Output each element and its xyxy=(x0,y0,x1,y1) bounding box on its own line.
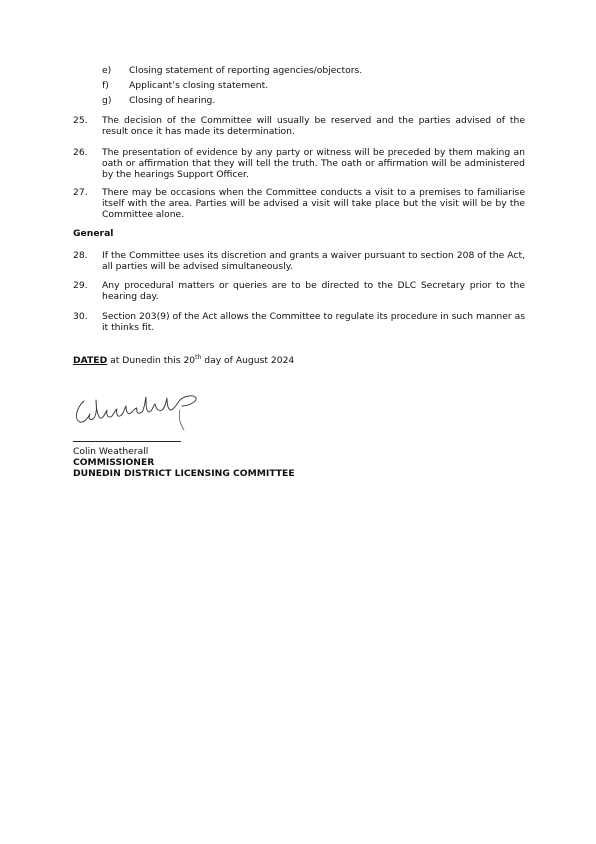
paragraph-text: If the Committee uses its discretion and grants a waiver pursuant to section 208 of the Act, all parties will be advised simultaneously. xyxy=(102,250,525,273)
signatory-organisation: DUNEDIN DISTRICT LICENSING COMMITTEE xyxy=(73,468,295,480)
paragraph-text: Section 203(9) of the Act allows the Committee to regulate its procedure in such manner as it thinks fit. xyxy=(102,311,525,334)
paragraph-number: 29. xyxy=(73,280,88,291)
signatory-name: Colin Weatherall xyxy=(73,446,149,457)
signature-line xyxy=(73,441,181,442)
paragraph-text: Any procedural matters or queries are to be directed to the DLC Secretary prior to the hearing day. xyxy=(102,280,525,303)
paragraph-text: There may be occasions when the Committee conducts a visit to a premises to familiarise itself with the area. Parties will be advised a visit will take place but the visit will be by the Committee alone. xyxy=(102,187,525,221)
handwritten-signature xyxy=(70,388,230,436)
signatory-title: COMMISSIONER xyxy=(73,457,155,469)
paragraph-number: 25. xyxy=(73,115,88,126)
paragraph-text: The decision of the Committee will usually be reserved and the parties advised of the result once it has made its determination. xyxy=(102,115,525,138)
dated-text-end: day of August 2024 xyxy=(201,355,295,366)
paragraph-number: 28. xyxy=(73,250,88,261)
list-item-text: Closing statement of reporting agencies/objectors. xyxy=(129,65,363,76)
paragraph-text: The presentation of evidence by any party or witness will be preceded by them making an oath or affirmation that they will tell the truth. The oath or affirmation will be administered by the hearings Support Officer. xyxy=(102,147,525,181)
paragraph-number: 27. xyxy=(73,187,88,198)
dated-superscript: th xyxy=(195,353,202,361)
list-item-label: e) xyxy=(102,65,112,76)
list-item-text: Closing of hearing. xyxy=(129,95,216,106)
list-item-label: f) xyxy=(102,80,109,91)
signature-block xyxy=(73,446,295,480)
dated-keyword: DATED xyxy=(73,355,108,366)
dated-line xyxy=(73,355,294,366)
paragraph-number: 26. xyxy=(73,147,88,158)
list-item-text: Applicant’s closing statement. xyxy=(129,80,269,91)
paragraph-number: 30. xyxy=(73,311,88,322)
section-heading: General xyxy=(73,228,114,239)
list-item-label: g) xyxy=(102,95,112,106)
dated-text: at Dunedin this 20 xyxy=(107,355,196,366)
